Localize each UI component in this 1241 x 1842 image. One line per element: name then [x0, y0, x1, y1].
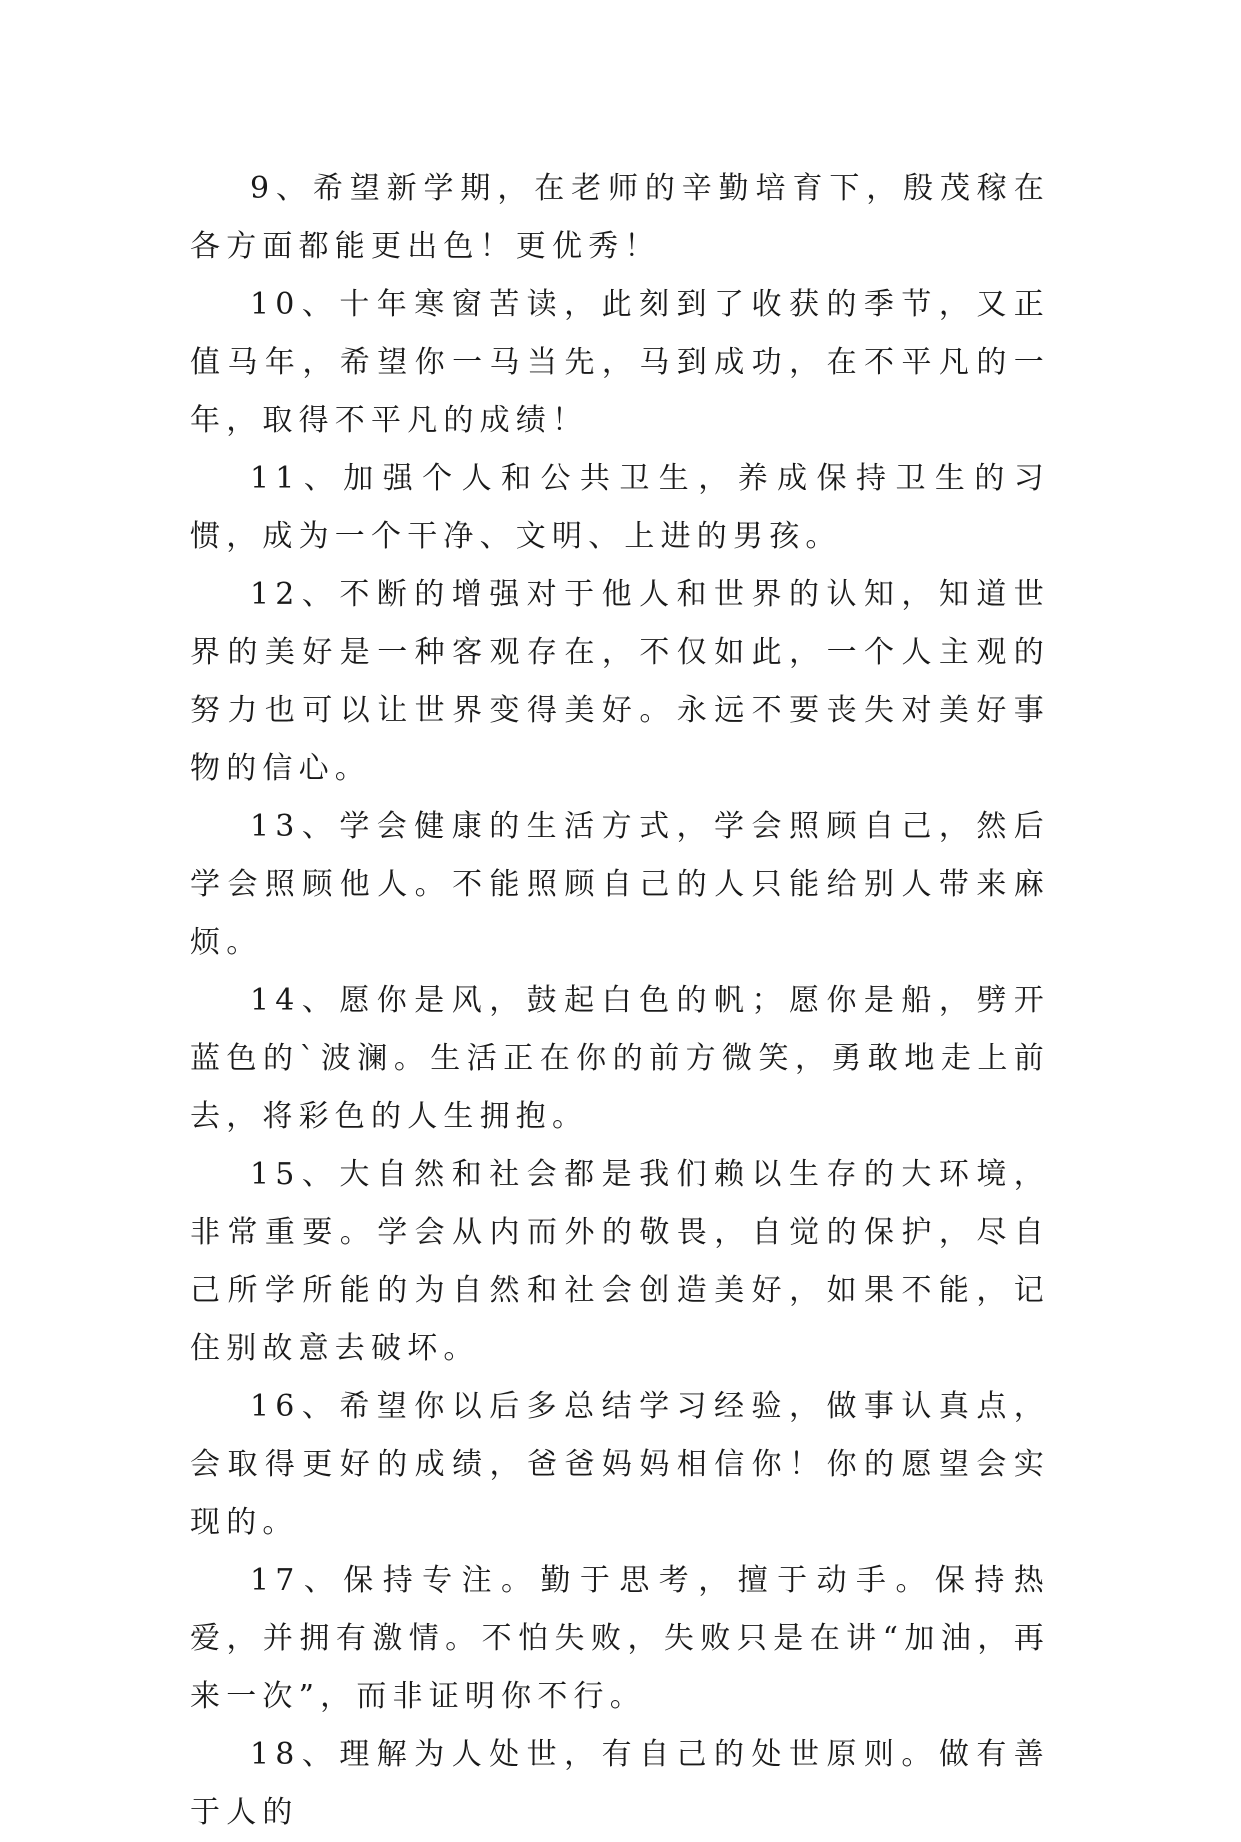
paragraph-12: 12、不断的增强对于他人和世界的认知，知道世界的美好是一种客观存在，不仅如此，一个人主观的努力也可以让世界变得美好。永远不要丧失对美好事物的信心。	[190, 577, 1050, 786]
paragraph-10: 10、十年寒窗苦读，此刻到了收获的季节，又正值马年，希望你一马当先，马到成功，在不平凡的一年，取得不平凡的成绩！	[190, 287, 1050, 438]
paragraph-16: 16、希望你以后多总结学习经验，做事认真点，会取得更好的成绩，爸爸妈妈相信你！你的愿望会实现的。	[190, 1389, 1050, 1540]
paragraph-9: 9、希望新学期，在老师的辛勤培育下，殷茂稼在各方面都能更出色！更优秀！	[190, 171, 1050, 264]
paragraph-18: 18、理解为人处世，有自己的处世原则。做有善于人的	[190, 1737, 1050, 1830]
paragraph-13: 13、学会健康的生活方式，学会照顾自己，然后学会照顾他人。不能照顾自己的人只能给别人带来麻烦。	[190, 809, 1050, 960]
paragraph-11: 11、加强个人和公共卫生，养成保持卫生的习惯，成为一个干净、文明、上进的男孩。	[190, 461, 1050, 554]
paragraph-15: 15、大自然和社会都是我们赖以生存的大环境，非常重要。学会从内而外的敬畏，自觉的保护，尽自己所学所能的为自然和社会创造美好，如果不能，记住别故意去破坏。	[190, 1157, 1050, 1366]
paragraph-14: 14、愿你是风，鼓起白色的帆；愿你是船，劈开蓝色的`波澜。生活正在你的前方微笑，勇敢地走上前去，将彩色的人生拥抱。	[190, 983, 1050, 1134]
paragraph-17: 17、保持专注。勤于思考，擅于动手。保持热爱，并拥有激情。不怕失败，失败只是在讲“加油，再来一次”，而非证明你不行。	[190, 1563, 1050, 1714]
document-body	[190, 160, 1050, 1842]
